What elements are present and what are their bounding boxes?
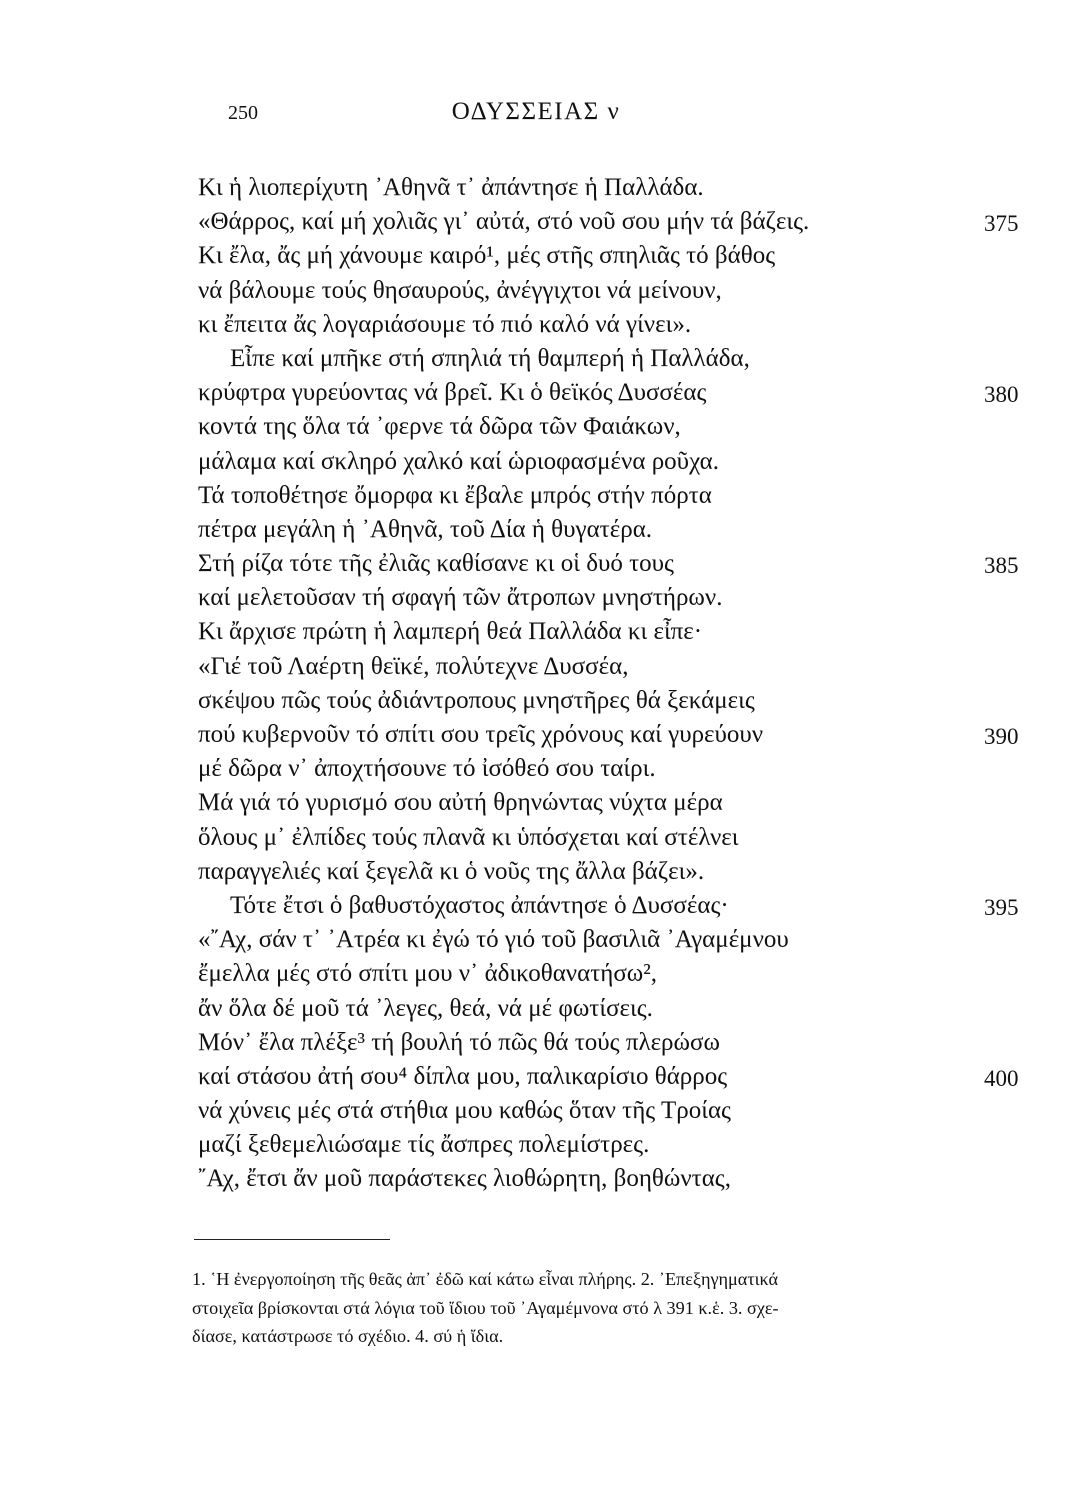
verse-text: «Γιέ τοῦ Λαέρτη θεϊκέ, πολύτεχνε Δυσσέα,	[198, 652, 629, 680]
line-number: 390	[984, 724, 1019, 749]
verse-line	[0, 1097, 1072, 1131]
verse-text: καί μελετοῦσαν τή σφαγή τῶν ἄτροπων μνηστήρων.	[198, 584, 723, 612]
verse-line	[0, 995, 1072, 1029]
verse-text: κι ἔπειτα ἄς λογαριάσουμε τό πιό καλό νά γίνει».	[198, 310, 692, 338]
verse-text: ὅλους μ᾿ ἐλπίδες τούς πλανᾶ κι ὑπόσχεται καί στέλνει	[198, 823, 739, 851]
verse-line	[0, 721, 1072, 755]
line-number: 380	[984, 382, 1019, 408]
verse-text: ῎Αχ, ἔτσι ἄν μοῦ παράστεκες λιοθώρητη, βοηθώντας,	[198, 1165, 731, 1193]
verse-line	[0, 345, 1072, 379]
verse-text: Τότε ἔτσι ὁ βαθυστόχαστος ἀπάντησε ὁ Δυσσέας·	[230, 891, 729, 919]
verse-text: ἄν ὅλα δέ μοῦ τά ᾿λεγες, θεά, νά μέ φωτίσεις.	[198, 994, 653, 1022]
line-number: 395	[984, 894, 1019, 920]
verse-line	[0, 789, 1072, 823]
verse-text: κοντά της ὅλα τά ᾿φερνε τά δῶρα τῶν Φαιάκων,	[198, 413, 681, 441]
page-header	[0, 98, 1072, 138]
verse-line	[0, 277, 1072, 311]
verse-line	[0, 584, 1072, 618]
verse-text: Μά γιά τό γυρισμό σου αὐτή θρηνώντας νύχτα μέρα	[198, 789, 723, 817]
running-title: ΟΔΥΣΣΕΙΑΣ ν	[451, 98, 621, 125]
verse-line	[0, 618, 1072, 652]
verse-text: Κι ἄρχισε πρώτη ἡ λαμπερή θεά Παλλάδα κι εἶπε·	[198, 618, 703, 646]
footnote-divider	[194, 1239, 390, 1240]
verse-text: καί στάσου ἀτή σου⁴ δίπλα μου, παλικαρίσιο θάρρος	[198, 1062, 728, 1090]
verse-line	[0, 858, 1072, 892]
verse-text: μέ δῶρα ν᾿ ἀποχτήσουνε τό ἰσόθεό σου ταίρι.	[198, 755, 656, 783]
verse-line	[0, 1131, 1072, 1165]
verse-text: Κι ἔλα, ἄς μή χάνουμε καιρό¹, μές στῆς σπηλιᾶς τό βάθος	[198, 242, 776, 270]
verse-text: νά χύνεις μές στά στήθια μου καθώς ὅταν τῆς Τροίας	[198, 1097, 731, 1125]
verse-line	[0, 892, 1072, 926]
verse-text: Στή ρίζα τότε τῆς ἐλιᾶς καθίσανε κι οἱ δυό τους	[198, 550, 674, 578]
verse-line	[0, 687, 1072, 721]
verse-text: πού κυβερνοῦν τό σπίτι σου τρεῖς χρόνους καί γυρεύουν	[198, 721, 764, 748]
verse-line	[0, 174, 1072, 208]
verse-line	[0, 550, 1072, 584]
verse-line	[0, 516, 1072, 550]
footnote-line: δίασε, κατάστρωσε τό σχέδιο. 4. σύ ἡ ἴδια.	[192, 1326, 504, 1346]
verse-line	[0, 311, 1072, 345]
verse-line	[0, 413, 1072, 447]
verse-text: μάλαμα καί σκληρό χαλκό καί ὡριοφασμένα ροῦχα.	[198, 447, 719, 475]
verse-block	[0, 174, 1072, 1200]
verse-line	[0, 448, 1072, 482]
verse-line	[0, 1063, 1072, 1097]
verse-line	[0, 926, 1072, 960]
verse-line	[0, 482, 1072, 516]
footnotes	[192, 1265, 1038, 1351]
verse-text: Τά τοποθέτησε ὄμορφα κι ἔβαλε μπρός στήν πόρτα	[198, 481, 712, 509]
verse-line	[0, 653, 1072, 687]
verse-line	[0, 1165, 1072, 1199]
footnote-line: στοιχεῖα βρίσκονται στά λόγια τοῦ ἴδιου τοῦ ᾿Αγαμέμνονα στό λ 391 κ.ἑ. 3. σχε-	[192, 1297, 779, 1318]
verse-line	[0, 208, 1072, 242]
verse-text: Μόν᾿ ἔλα πλέξε³ τή βουλή τό πῶς θά τούς πλερώσω	[198, 1028, 720, 1056]
verse-text: ἔμελλα μές στό σπίτι μου ν᾿ ἀδικοθανατήσω²,	[198, 960, 657, 988]
verse-line	[0, 379, 1072, 413]
verse-text: «῎Αχ, σάν τ᾿ ᾿Ατρέα κι ἐγώ τό γιό τοῦ βασιλιᾶ ᾿Αγαμέμνου	[198, 926, 789, 954]
verse-text: κρύφτρα γυρεύοντας νά βρεῖ. Κι ὁ θεϊκός Δυσσέας	[198, 379, 707, 407]
verse-text: παραγγελιές καί ξεγελᾶ κι ὁ νοῦς της ἄλλα βάζει».	[198, 857, 705, 885]
verse-line	[0, 824, 1072, 858]
verse-text: πέτρα μεγάλη ἡ ᾿Αθηνᾶ, τοῦ Δία ἡ θυγατέρα.	[198, 515, 653, 543]
verse-line	[0, 242, 1072, 276]
verse-text: «Θάρρος, καί μή χολιᾶς γι᾿ αὐτά, στό νοῦ σου μήν τά βάζεις.	[198, 208, 810, 236]
verse-line	[0, 1029, 1072, 1063]
verse-text: μαζί ξεθεμελιώσαμε τίς ἄσπρες πολεμίστρες.	[198, 1131, 650, 1159]
verse-text: Κι ἡ λιοπερίχυτη ᾿Αθηνᾶ τ᾿ ἀπάντησε ἡ Παλλάδα.	[198, 174, 704, 201]
verse-text: σκέψου πῶς τούς ἀδιάντροπους μνηστῆρες θά ξεκάμεις	[198, 686, 755, 714]
line-number: 385	[984, 553, 1019, 579]
line-number: 375	[984, 211, 1019, 237]
page-number: 250	[228, 102, 258, 124]
verse-text: Εἶπε καί μπῆκε στή σπηλιά τή θαμπερή ἡ Παλλάδα,	[230, 344, 750, 372]
verse-line	[0, 960, 1072, 994]
line-number: 400	[984, 1065, 1019, 1091]
verse-line	[0, 755, 1072, 789]
verse-text: νά βάλουμε τούς θησαυρούς, ἀνέγγιχτοι νά μείνουν,	[198, 276, 722, 304]
footnote-line: 1. ῾Η ἐνεργοποίηση τῆς θεᾶς ἀπ᾿ ἐδῶ καί κάτω εἶναι πλήρης. 2. ᾿Επεξηγηματικά	[192, 1269, 779, 1289]
